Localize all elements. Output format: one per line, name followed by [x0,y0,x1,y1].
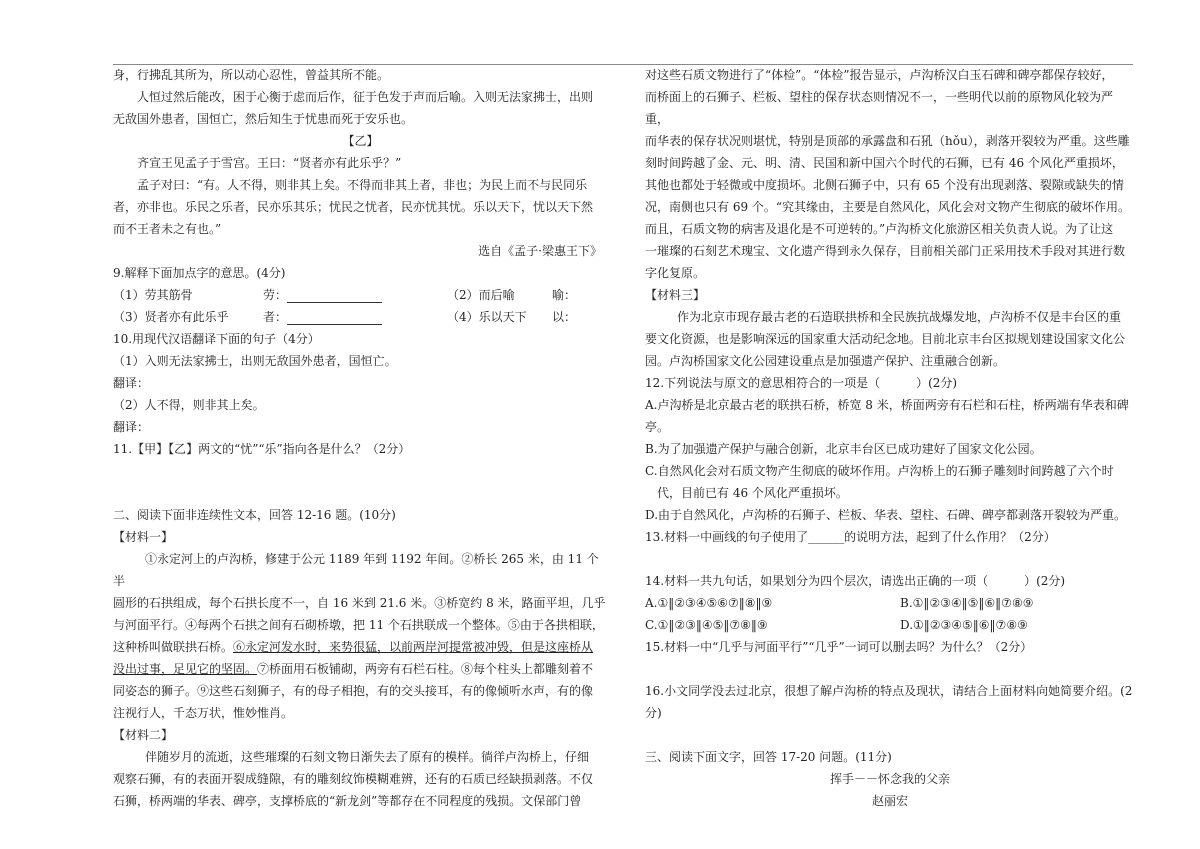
option-c-cont: 代，目前已有 46 个风化严重损坏。 [657,486,848,500]
text-line: 无敌国外患者，国恒亡，然后知生于忧患而死于安乐也。 [113,112,414,126]
text-line: 对这些石质文物进行了“体检”。“体检”报告显示，卢沟桥汉白玉石碑和碑亭都保存较好， [645,68,1114,82]
question-9-row1 [113,284,608,306]
left-column [113,64,608,812]
text-line: 这种桥叫做联拱石桥。⑥永定河发水时，来势很猛，以前两岸河提常被冲毁，但是这座桥从 [113,640,594,654]
underlined-sentence: ⑥永定河发水时，来势很猛，以前两岸河提常被冲毁，但是这座桥从 [233,640,594,654]
text-line: 一璀璨的石刻艺术瑰宝、文化遗产得到永久保存，目前相关部门正采用技术手段对其进行数 [645,244,1126,258]
underlined-sentence: 没出过事，足见它的坚固。 [113,662,258,676]
option-c: C.自然风化会对石质文物产生彻底的破坏作用。卢沟桥上的石狮子雕刻时间跨越了六个时 [645,464,1114,478]
section-heading-yi: 【乙】 [342,134,379,148]
option-a: A.①‖②③④⑤⑥⑦‖⑧‖⑨ [645,596,773,610]
text-line: 园。卢沟桥国家文化公园建设重点是加强遗产保护、注重融合创新。 [645,354,1006,368]
text-line: （2）人不得，则非其上矣。 [113,398,265,412]
text-line: 身，行拂乱其所为，所以动心忍性，曾益其所不能。 [113,68,390,82]
translation-label: 翻译： [113,376,150,390]
text-line: 而华表的保存状况则堪忧，特别是顶部的承露盘和石犼（hǒu），剥落开裂较为严重。这些雕 [645,134,1130,148]
option-a-cont: 亭。 [645,420,670,434]
section-3-heading: 三、阅读下面文字，回答 17-20 问题。(11分) [645,750,892,764]
option-d: D.由于自然风化，卢沟桥的石狮子、栏板、华表、望柱、石碑、碑亭都剥落开裂较为严重。 [645,508,1127,522]
q9-key: 以： [552,310,577,324]
option-a: A.卢沟桥是北京最古老的联拱石桥，桥宽 8 米，桥面两旁有石栏和石柱，桥两端有华表和碑 [645,398,1129,412]
option-d: D.①‖②③④⑤‖⑥‖⑦⑧⑨ [900,618,1028,632]
q9-key: 喻： [552,288,577,302]
question-14: 14.材料一共九句话，如果划分为四个层次，请选出正确的一项（ ）(2分) [645,574,1066,588]
question-11: 11.【甲】【乙】两文的“忧”“乐”指向各是什么？（2分） [113,442,411,456]
option-b: B.为了加强遗产保护与融合创新，北京丰台区已成功建好了国家文化公园。 [645,442,1042,456]
text-line: 与河面平行。④每两个石拱之间有石砌桥墩，把 11 个石拱联成一个整体。⑤由于各拱相联， [113,618,604,632]
text-line: 而不王者未之有也。” [113,222,222,236]
q14-options-row2 [645,614,1135,636]
text-line: 其他也都处于轻微或中度损坏。北侧石狮子中，只有 65 个没有出现剥落、裂隙或缺失的情 [645,178,1124,192]
q9-item: （2）而后喻 [447,288,515,302]
text-line: 况，南侧也只有 69 个。“究其缘由，主要是自然风化，风化会对文物产生彻底的破坏作用。 [645,200,1131,214]
question-9: 9.解释下面加点字的意思。(4分) [113,266,286,280]
translation-label: 翻译： [113,420,150,434]
question-16: 16.小文同学没去过北京，很想了解卢沟桥的特点及现状，请结合上面材料向她简要介绍。(2 [645,684,1133,698]
q9-item: （1）劳其筋骨 [113,288,193,302]
question-13: 13.材料一中画线的句子使用了______的说明方法，起到了什么作用？（2分） [645,530,1056,544]
material-3-heading: 【材料三】 [645,288,706,302]
question-16-cont: 分) [645,706,662,720]
q9-item: （3）贤者亦有此乐乎 [113,310,229,324]
answer-blank[interactable] [287,288,382,303]
answer-blank[interactable] [287,310,382,325]
text-line: 者，亦非也。乐民之乐者，民亦乐其乐；忧民之忧者，民亦忧其忧。乐以天下，忧以天下然 [113,200,594,214]
option-b: B.①‖②③④‖⑤‖⑥‖⑦⑧⑨ [900,596,1034,610]
text-line: 而且，石质文物的病害及退化是不可逆转的。”卢沟桥文化旅游区相关负责人说。为了让这 [645,222,1114,236]
text-line: 而桥面上的石狮子、栏板、望柱的保存状态则情况不一，一些明代以前的原物风化较为严重， [645,90,1114,126]
question-15: 15.材料一中“几乎与河面平行”“几乎”一词可以删去吗？为什么？（2分） [645,640,1033,654]
text-line: 人恒过然后能改，困于心衡于虑而后作，征于色发于声而后喻。入则无法家拂士，出则 [137,90,594,104]
text-line: 石狮，桥两端的华表、碑亭，支撑桥底的“新龙剑”等都存在不同程度的残损。文保部门曾 [113,794,582,808]
text-line: 要文化资源，也是影响深远的国家重大活动纪念地。目前北京丰台区拟规划建设国家文化公 [645,332,1126,346]
text-line: 孟子对曰：“有。人不得，则非其上矣。不得而非其上者，非也；为民上而不与民同乐 [137,178,588,192]
text-line: 字化复原。 [645,266,706,280]
question-12: 12.下列说法与原文的意思相符合的一项是（ ）(2分) [645,376,958,390]
material-2-heading: 【材料二】 [113,728,174,742]
section-2-heading: 二、阅读下面非连续性文本，回答 12-16 题。(10分) [113,508,396,522]
material-1-heading: 【材料一】 [113,530,174,544]
article-title: 挥手－－怀念我的父亲 [829,772,950,786]
text-line: 同姿态的狮子。⑨这些石刻狮子，有的母子相抱，有的交头接耳，有的像倾听水声，有的像 [113,684,594,698]
text-line: 伴随岁月的流逝，这些璀璨的石刻文物日渐失去了原有的模样。徜徉卢沟桥上，仔细 [145,750,590,764]
right-column [645,64,1135,812]
text-line: （1）入则无法家拂士，出则无敌国外患者，国恒亡。 [113,354,397,368]
text-line: 作为北京市现存最古老的石造联拱桥和全民族抗战爆发地，卢沟桥不仅是丰台区的重 [677,310,1122,324]
text-line: 刻时间跨越了金、元、明、清、民国和新中国六个时代的石狮，已有 46 个风化严重损坏， [645,156,1124,170]
q9-key: 劳： [263,288,288,302]
text-line: 观察石狮，有的表面开裂成缝隙，有的雕刻纹饰模糊难辨，还有的石质已经缺损剥落。不仅 [113,772,594,786]
question-9-row2 [113,306,608,328]
q14-options-row1 [645,592,1135,614]
text-line: 没出过事，足见它的坚固。⑦桥面用石板铺砌，两旁有石栏石柱。⑧每个柱头上都雕刻着不 [113,662,594,676]
question-10: 10.用现代汉语翻译下面的句子（4分） [113,332,320,346]
q9-item: （4）乐以天下 [447,310,527,324]
text-line: 齐宣王见孟子于雪宫。王曰：“贤者亦有此乐乎？” [137,156,402,170]
text-line: 注视行人，千态万状，惟妙惟肖。 [113,706,294,720]
q9-key: 者： [263,310,288,324]
source-citation: 选自《孟子·梁惠王下》 [478,244,602,258]
text-line: 圆形的石拱组成，每个石拱长度不一，自 16 米到 21.6 米。③桥宽约 8 米，路面平坦，几乎 [113,596,606,610]
text-line: ①永定河上的卢沟桥，修建于公元 1189 年到 1192 年间。②桥长 265 米，由 11 个半 [113,552,599,588]
option-c: C.①‖②③‖④⑤‖⑦⑧‖⑨ [645,618,768,632]
article-author: 赵丽宏 [871,794,908,808]
